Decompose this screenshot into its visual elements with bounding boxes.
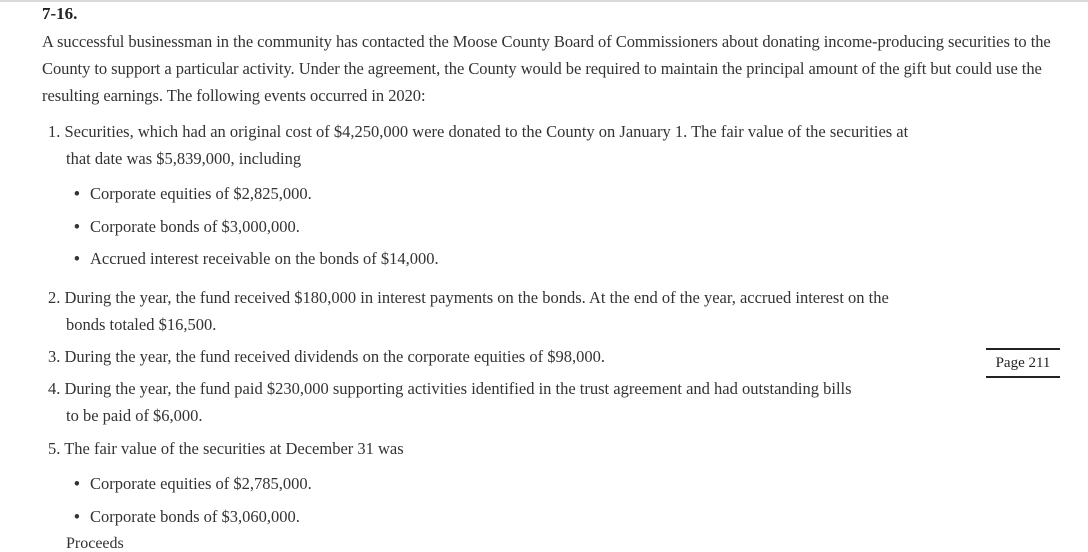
item-1-bullet-1: • Corporate equities of $2,825,000. xyxy=(74,184,312,203)
item-2 xyxy=(48,284,889,338)
item-2-line-2: bonds totaled $16,500. xyxy=(66,315,217,334)
item-3 xyxy=(48,343,605,370)
item-1-bullet-3: • Accrued interest receivable on the bonds of $14,000. xyxy=(74,249,439,268)
page-marker: Page 211 xyxy=(986,348,1060,378)
item-1 xyxy=(48,118,908,172)
item-4 xyxy=(48,375,852,429)
problem-number: 7-16. xyxy=(42,4,78,23)
item-1-line-1: 1. Securities, which had an original cost of $4,250,000 were donated to the County on January 1. The fair value of the securities at xyxy=(48,122,909,141)
item-2-line-1: 2. During the year, the fund received $180,000 in interest payments on the bonds. At the end of the year, accrued interest on the xyxy=(48,288,889,307)
cut-off-text: Proceeds xyxy=(66,535,124,552)
item-1-line-2: that date was $5,839,000, including xyxy=(66,149,302,168)
bullet-icon: • xyxy=(74,474,80,493)
item-3-line-1: 3. During the year, the fund received dividends on the corporate equities of $98,000. xyxy=(48,347,605,366)
item-5 xyxy=(48,435,404,462)
item-4-line-1: 4. During the year, the fund paid $230,000 supporting activities identified in the trust agreement and had outstanding bills xyxy=(48,379,852,398)
item-4-line-2: to be paid of $6,000. xyxy=(66,406,203,425)
problem-intro: A successful businessman in the community has contacted the Moose County Board of Commissioners about donating income-producing securities to the County to support a particular activity. Under the agreement, the County would be required to maintain the principal amount of the gift but could use the resulting earnings. The following events occurred in 2020: xyxy=(42,32,1051,105)
item-1-bullet-2: • Corporate bonds of $3,000,000. xyxy=(74,217,300,236)
item-5-bullet-2: • Corporate bonds of $3,060,000. xyxy=(74,507,300,526)
bullet-icon: • xyxy=(74,507,80,526)
bullet-icon: • xyxy=(74,217,80,236)
item-5-bullet-1: • Corporate equities of $2,785,000. xyxy=(74,474,312,493)
bullet-icon: • xyxy=(74,249,80,268)
bullet-icon: • xyxy=(74,184,80,203)
item-5-line-1: 5. The fair value of the securities at December 31 was xyxy=(48,439,404,458)
top-divider xyxy=(0,0,1088,2)
